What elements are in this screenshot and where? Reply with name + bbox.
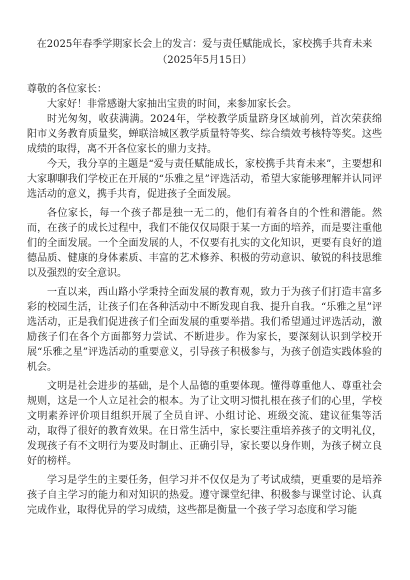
paragraph-school-philosophy: 一直以来，西山路小学秉持全面发展的教育观，致力于为孩子们打造丰富多彩的校园生活，让孩子们在各种活动中不断发现自我、提升自我。“乐雅之星”评选活动，正是我们促进孩子们全面发展的重要举措。我们希望通过评选活动，激励孩子们在各个方面都努力尝试、不断进步。作为家长，要深刻认识到学校开展“乐雅之星”评选活动的重要意义，引导孩子积极参与，为孩子创造实践体验的机会。: [27, 287, 382, 373]
paragraph-learning: 学习是学生的主要任务，但学习并不仅仅是为了考试成绩，更重要的是培养孩子自主学习的能力和对知识的热爱。遵守课堂纪律、积极参与课堂讨论、认真完成作业，取得优异的学习成绩，这些都是衡量一个孩子学习态度和学习能: [27, 475, 382, 516]
paragraph-achievements: 时光匆匆，收获满满。2024年，学校教学质量跻身区域前列，首次荣获绵阳市义务教育质量奖，蝉联涪城区教学质量特等奖、综合绩效考核特等奖。这些成绩的取得，离不开各位家长的鼎力支持。: [27, 114, 382, 155]
paragraph-all-round-development: 各位家长，每一个孩子都是独一无二的，他们有着各自的个性和潜能。然而，在孩子的成长过程中，我们不能仅仅局限于某一方面的培养，而是要注重他们的全面发展。一个全面发展的人，不仅要有扎实的文化知识，更要有良好的道德品质、健康的身体素质、丰富的艺术修养、积极的劳动意识、敏锐的科技思维以及强烈的安全意识。: [27, 208, 382, 279]
paragraph-opening: 大家好！非常感谢大家抽出宝贵的时间，来参加家长会。: [47, 99, 297, 110]
document-date: （2025年5月15日）: [157, 55, 252, 66]
document-title: 在2025年春季学期家长会上的发言：爱与责任赋能成长，家校携手共育未来: [36, 39, 373, 50]
greeting: 尊敬的各位家长：: [27, 84, 107, 95]
paragraph-topic: 今天，我分享的主题是“爱与责任赋能成长，家校携手共育未来”，主要想和大家聊聊我们学校正在开展的“乐雅之星”评选活动，希望大家能够理解并认同评选活动的意义，携手共育，促进孩子全面发展。: [27, 159, 382, 200]
paragraph-civility: 文明是社会进步的基础，是个人品德的重要体现。懂得尊重他人、尊重社会规则，这是一个人立足社会的根本。为了让文明习惯扎根在孩子们的心里，学校文明素养评价项目组织开展了全员自评、小组讨论、班级交流、建议征集等活动，取得了很好的教育效果。在日常生活中，家长要注重培养孩子的文明礼仪，发现孩子有不文明行为要及时制止、正确引导，家长要以身作则，为孩子树立良好的榜样。: [27, 381, 382, 467]
